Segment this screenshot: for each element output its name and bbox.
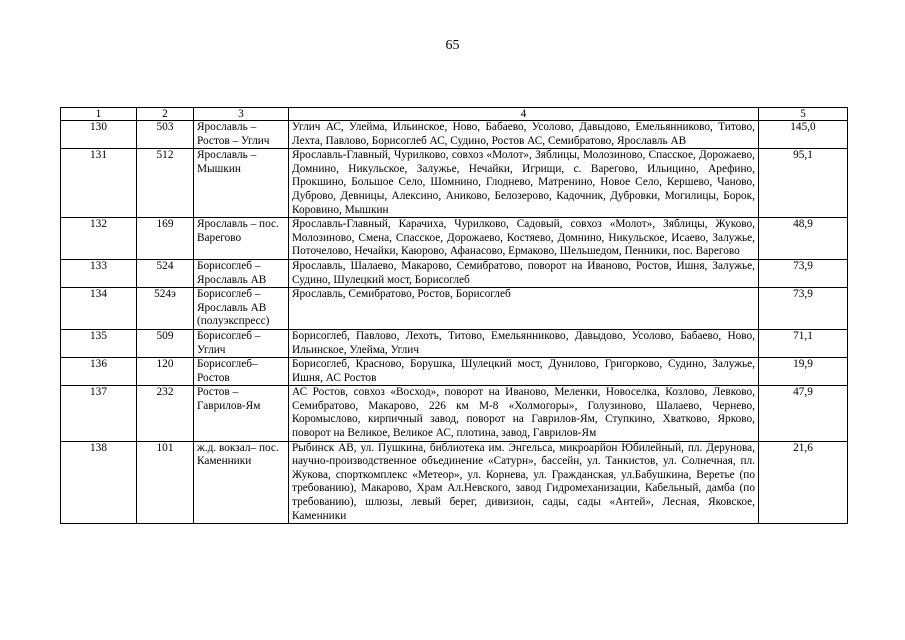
route-stops: Борисоглеб, Красново, Борушка, Шулецкий мост, Дунилово, Григорково, Судино, Залужье, Ишня, АС Ростов bbox=[289, 358, 759, 386]
header-row bbox=[61, 108, 848, 121]
row-number: 136 bbox=[61, 358, 137, 386]
route-stops: АС Ростов, совхоз «Восход», поворот на Иваново, Меленки, Новоселка, Козлово, Левково, Семибратово, Макарово, 226 км М-8 «Холмогоры», Голузиново, Шалаево, Чернево, Коромыслово, кирпичный завод, поворот на Гаврилов-Ям, Ступкино, Хватково, Ярково, поворот на Великое, Великое АС, плотина, завод, Гаврилов-Ям bbox=[289, 386, 759, 441]
route-name: Ростов – Гаврилов-Ям bbox=[194, 386, 289, 441]
route-number: 120 bbox=[137, 358, 194, 386]
route-distance: 95,1 bbox=[759, 149, 848, 218]
route-number: 101 bbox=[137, 441, 194, 524]
route-distance: 47,9 bbox=[759, 386, 848, 441]
route-stops: Ярославль-Главный, Карачиха, Чурилково, Садовый, совхоз «Молот», Зяблицы, Жуково, Молозиново, Смена, Спасское, Дорожаево, Костяево, Домнино, Никульское, Исаево, Залужье, Поточелово, Нечайки, Каюрово, Афанасово, Ермаково, Шельшедом, Пенники, пос. Варегово bbox=[289, 218, 759, 260]
route-stops: Углич АС, Улейма, Ильинское, Ново, Бабаево, Усолово, Давыдово, Емельянниково, Титово, Лехта, Павлово, Борисоглеб АС, Судино, Ростов АС, Семибратово, Ярославль АВ bbox=[289, 121, 759, 149]
row-number: 131 bbox=[61, 149, 137, 218]
row-number: 138 bbox=[61, 441, 137, 524]
route-name: ж.д. вокзал– пос. Каменники bbox=[194, 441, 289, 524]
route-name: Ярославль – Мышкин bbox=[194, 149, 289, 218]
route-number: 169 bbox=[137, 218, 194, 260]
row-number: 135 bbox=[61, 329, 137, 357]
route-distance: 21,6 bbox=[759, 441, 848, 524]
route-number: 512 bbox=[137, 149, 194, 218]
row-number: 130 bbox=[61, 121, 137, 149]
route-stops: Рыбинск АВ, ул. Пушкина, библиотека им. Энгельса, микроарйон Юбилейный, пл. Дерунова, научно-производственное объединение «Сатурн», бассейн, ул. Танкистов, ул. Солнечная, пл. Жукова, спорткомплекс «Метеор», ул. Корнева, ул. Гражданская, ул.Бабушкина, Веретье (по требованию), Макарово, Храм Ал.Невского, завод Гидромеханизации, Кабельный, дамба (по требованию), шлюзы, левый берег, дивизион, сады, сады «Антей», Лесная, Яковское, Каменники bbox=[289, 441, 759, 524]
row-number: 134 bbox=[61, 288, 137, 330]
row-number: 137 bbox=[61, 386, 137, 441]
route-name: Ярославль – пос. Варегово bbox=[194, 218, 289, 260]
route-name: Борисоглеб – Углич bbox=[194, 329, 289, 357]
route-distance: 19,9 bbox=[759, 358, 848, 386]
table-row bbox=[61, 386, 848, 441]
route-name: Ярославль – Ростов – Углич bbox=[194, 121, 289, 149]
route-number: 509 bbox=[137, 329, 194, 357]
table-row bbox=[61, 149, 848, 218]
route-name: Борисоглеб – Ярославль АВ (полуэкспресс) bbox=[194, 288, 289, 330]
route-stops: Борисоглеб, Павлово, Лехоть, Титово, Емельянниково, Давыдово, Усолово, Бабаево, Ново, Ильинское, Улейма, Углич bbox=[289, 329, 759, 357]
column-header-2: 2 bbox=[137, 108, 194, 121]
route-number: 503 bbox=[137, 121, 194, 149]
route-stops: Ярославль, Шалаево, Макарово, Семибратово, поворот на Иваново, Ростов, Ишня, Залужье, Судино, Шулецкий мост, Борисоглеб bbox=[289, 259, 759, 287]
route-number: 232 bbox=[137, 386, 194, 441]
route-number: 524 bbox=[137, 259, 194, 287]
route-stops: Ярославль-Главный, Чурилково, совхоз «Молот», Зяблицы, Молозиново, Спасское, Дорожаево, Домнино, Никульское, Залужье, Нечайки, Игрищи, с. Варегово, Ильицино, Арефино, Прокшино, Большое Село, Шомнино, Глоднево, Матренино, Новое Село, Кершево, Чаново, Дуброво, Девницы, Алексино, Аниково, Белозерово, Кадочник, Дубровки, Могилицы, Борок, Коровино, Мышкин bbox=[289, 149, 759, 218]
table-row bbox=[61, 259, 848, 287]
route-distance: 48,9 bbox=[759, 218, 848, 260]
route-distance: 73,9 bbox=[759, 259, 848, 287]
route-distance: 145,0 bbox=[759, 121, 848, 149]
route-stops: Ярославль, Семибратово, Ростов, Борисоглеб bbox=[289, 288, 759, 330]
column-header-4: 4 bbox=[289, 108, 759, 121]
column-header-5: 5 bbox=[759, 108, 848, 121]
table-row bbox=[61, 358, 848, 386]
page-number: 65 bbox=[445, 38, 460, 53]
route-number: 524э bbox=[137, 288, 194, 330]
table-row bbox=[61, 329, 848, 357]
row-number: 132 bbox=[61, 218, 137, 260]
row-number: 133 bbox=[61, 259, 137, 287]
route-distance: 73,9 bbox=[759, 288, 848, 330]
routes-table bbox=[60, 107, 848, 524]
route-distance: 71,1 bbox=[759, 329, 848, 357]
table-row bbox=[61, 218, 848, 260]
table-row bbox=[61, 121, 848, 149]
table-row bbox=[61, 288, 848, 330]
route-name: Борисоглеб – Ярославль АВ bbox=[194, 259, 289, 287]
column-header-3: 3 bbox=[194, 108, 289, 121]
column-header-1: 1 bbox=[61, 108, 137, 121]
table-row bbox=[61, 441, 848, 524]
route-name: Борисоглеб– Ростов bbox=[194, 358, 289, 386]
